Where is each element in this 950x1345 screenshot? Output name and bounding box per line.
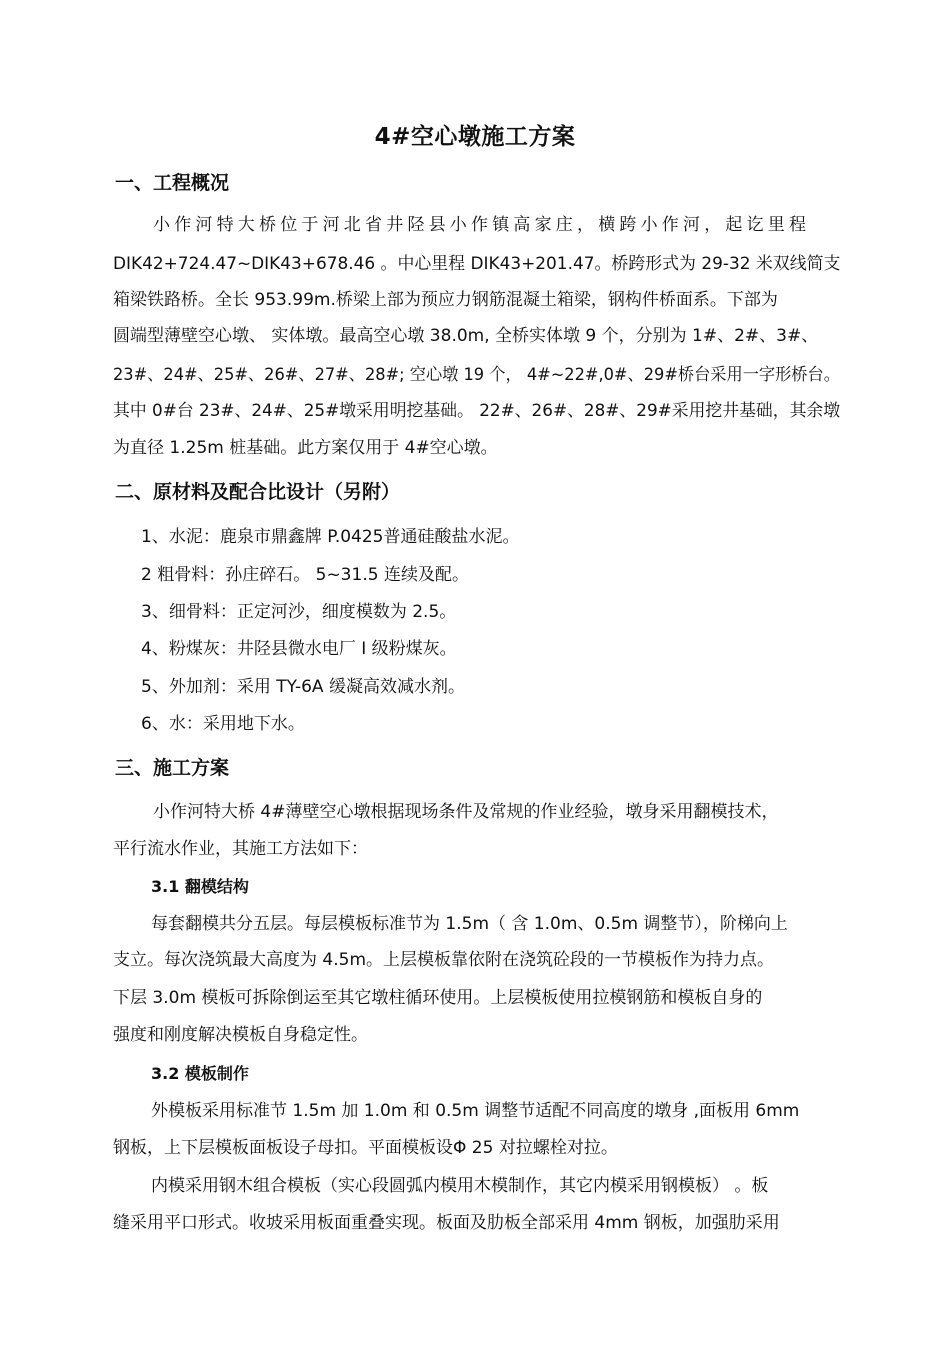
paragraph-line: 下层 3.0m 模板可拆除倒运至其它墩柱循环使用。上层模板使用拉模钢筋和模板自身的 [113,988,763,1008]
paragraph-line: 每套翻模共分五层。每层模板标准节为 1.5m（ 含 1.0m、0.5m 调整节），阶梯向上 [151,914,788,934]
paragraph-line: DIK42+724.47~DIK43+678.46 。中心里程 DIK43+201.47。桥跨形式为 29-32 米双线简支 [113,254,841,274]
list-item: 4、粉煤灰：井陉县微水电厂 I 级粉煤灰。 [141,639,457,659]
section-heading-overview: 一、工程概况 [115,172,230,194]
subsection-heading-formwork-fabrication: 3.2 模板制作 [151,1064,249,1083]
section-heading-materials: 二、原材料及配合比设计（另附） [115,481,401,503]
paragraph-line: 为直径 1.25m 桩基础。此方案仅用于 4#空心墩。 [113,438,498,458]
paragraph-line: 内模采用钢木组合模板（实心段圆弧内模用木模制作，其它内模采用钢模板） 。板 [151,1176,769,1196]
paragraph-line: 其中 0#台 23#、24#、25#墩采用明挖基础。 22#、26#、28#、29#采用挖井基础，其余墩 [113,401,841,421]
list-item: 1、水泥：鹿泉市鼎鑫牌 P.0425普通硅酸盐水泥。 [141,527,520,547]
paragraph-line: 强度和刚度解决模板自身稳定性。 [113,1025,368,1045]
paragraph-line: 钢板，上下层模板面板设子母扣。平面模板设Φ 25 对拉螺栓对拉。 [113,1138,618,1158]
paragraph-line: 小作河特大桥 4#薄壁空心墩根据现场条件及常规的作业经验，墩身采用翻模技术， [153,802,779,822]
list-item: 5、外加剂：采用 TY-6A 缓凝高效减水剂。 [141,677,465,697]
document-title: 4#空心墩施工方案 [374,124,576,150]
subsection-heading-formwork-structure: 3.1 翻模结构 [151,877,249,896]
paragraph-line: 23#、24#、25#、26#、27#、28#; 空心墩 19 个， 4#~22#,0#、29#桥台采用一字形桥台。 [113,365,840,385]
list-item: 2 粗骨料：孙庄碎石。 5~31.5 连续及配。 [141,565,469,585]
paragraph-line: 缝采用平口形式。收坡采用板面重叠实现。板面及肋板全部采用 4mm 钢板，加强肋采用 [113,1213,780,1233]
paragraph-line: 箱梁铁路桥。全长 953.99m.桥梁上部为预应力钢筋混凝土箱梁，钢构件桥面系。下部为 [113,290,778,310]
list-item: 3、细骨料：正定河沙，细度模数为 2.5。 [141,602,457,622]
paragraph-line: 小作河特大桥位于河北省井陉县小作镇高家庄，横跨小作河，起讫里程 [153,215,811,235]
paragraph-line: 平行流水作业，其施工方法如下： [113,839,368,859]
list-item: 6、水：采用地下水。 [141,714,305,734]
paragraph-line: 圆端型薄壁空心墩、 实体墩。最高空心墩 38.0m, 全桥实体墩 9 个，分别为 1#、2#、3#、 [113,326,819,346]
paragraph-line: 支立。每次浇筑最大高度为 4.5m。上层模板靠依附在浇筑砼段的一节模板作为持力点。 [113,950,774,970]
paragraph-line: 外模板采用标准节 1.5m 加 1.0m 和 0.5m 调整节适配不同高度的墩身 ,面板用 6mm [151,1101,800,1121]
section-heading-construction-plan: 三、施工方案 [115,757,230,779]
